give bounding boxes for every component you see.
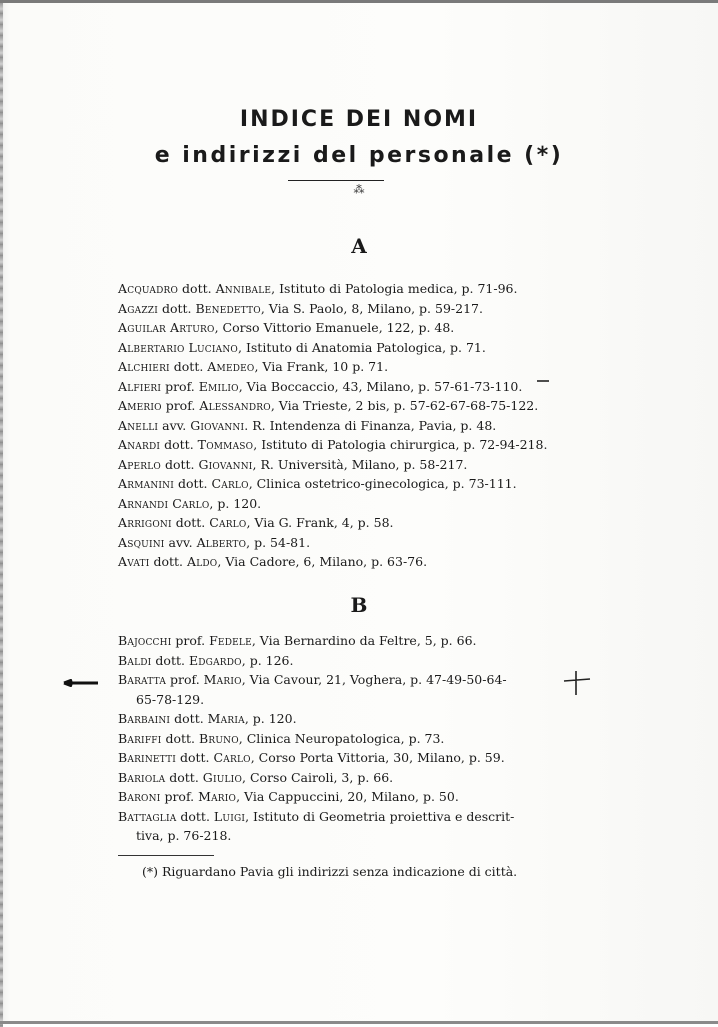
index-entry <box>118 709 558 729</box>
entry-title: dott. <box>176 750 214 765</box>
entry-surname: Battaglia <box>118 808 177 824</box>
entry-given-name: Mario <box>203 672 242 687</box>
entry-given-name: Emilio <box>198 378 239 394</box>
entry-continuation: tiva, p. 76-218. <box>136 828 232 843</box>
section-letter-b: B <box>350 593 368 617</box>
entry-surname: Amerio <box>118 398 162 413</box>
entry-continuation: 65-78-129. <box>136 691 205 707</box>
entry-title: dott. <box>149 554 187 569</box>
entry-title: dott. <box>165 769 203 785</box>
index-entry <box>118 533 558 553</box>
entry-title: prof. <box>166 672 204 687</box>
entry-details: , R. Università, Milano, p. 58-217. <box>252 456 468 472</box>
entry-given-name: Luigi <box>213 808 246 824</box>
entry-details: , Via G. Frank, 4, p. 58. <box>246 515 394 530</box>
page-title: INDICE DEI NOMI <box>239 107 479 132</box>
entry-title: dott. <box>157 300 196 316</box>
handwritten-cross-mark <box>562 669 592 697</box>
index-entry <box>118 299 558 319</box>
entry-given-name: Alessandro <box>199 398 271 413</box>
handwritten-dash-mark <box>536 379 550 383</box>
entry-surname: Baldi <box>118 652 152 668</box>
index-entry <box>118 357 558 377</box>
index-entry <box>118 552 558 572</box>
entry-surname: Barinetti <box>118 750 176 765</box>
entry-details: , Via Frank, 10 p. 71. <box>254 359 389 374</box>
entry-details: , Via S. Paolo, 8, Milano, p. 59-217. <box>260 300 483 316</box>
entry-surname: Acquadro <box>118 281 179 296</box>
entry-details: , Via Boccaccio, 43, Milano, p. 57-61-73-110. <box>238 378 523 394</box>
entry-surname: Avati <box>118 554 150 569</box>
entry-details: , Corso Cairoli, 3, p. 66. <box>242 769 394 785</box>
entry-title: dott. <box>169 359 208 374</box>
entry-surname: Arnandi <box>118 495 169 511</box>
entry-surname: Anelli <box>118 417 159 433</box>
index-entry <box>118 377 558 397</box>
index-entry <box>118 513 558 533</box>
entry-given-name: Maria <box>207 711 245 726</box>
index-entry <box>118 807 558 846</box>
entry-given-name: Giovanni <box>190 417 245 433</box>
entry-surname: Alchieri <box>118 359 170 374</box>
section-letter-a: A <box>351 234 367 258</box>
index-entry <box>118 787 558 807</box>
entry-title: dott. <box>176 808 214 824</box>
entry-surname: Baroni <box>118 789 161 804</box>
entry-surname: Aperlo <box>118 456 161 472</box>
entry-surname: Armanini <box>118 476 174 491</box>
entry-surname: Arrigoni <box>118 515 172 530</box>
entry-title: prof. <box>160 789 199 804</box>
index-entry <box>118 494 558 514</box>
entry-given-name: Giulio <box>202 769 243 785</box>
entry-title: dott. <box>151 652 189 668</box>
entry-details: , Via Cadore, 6, Milano, p. 63-76. <box>217 554 428 569</box>
index-entry <box>118 455 558 475</box>
entry-title: dott. <box>161 730 199 746</box>
entry-title: dott. <box>178 281 216 296</box>
index-entry <box>118 396 558 416</box>
index-entry <box>118 651 558 671</box>
entry-title: prof. <box>161 378 199 394</box>
entry-given-name: Annibale <box>215 281 272 296</box>
footnote-divider <box>118 855 214 856</box>
entry-title: dott. <box>171 515 210 530</box>
entry-title: dott. <box>160 456 199 472</box>
entry-given-name: Mario <box>198 789 237 804</box>
entry-given-name: Edgardo <box>188 652 242 668</box>
entry-details: , p. 120. <box>244 711 297 726</box>
entry-surname: Barbaini <box>118 711 171 726</box>
entry-details: , Via Cappuccini, 20, Milano, p. 50. <box>236 789 459 804</box>
entry-given-name: Carlo <box>213 750 251 765</box>
entry-surname: Bariffi <box>118 730 162 746</box>
entries-list-a <box>118 279 558 572</box>
index-entry <box>118 318 558 338</box>
entry-surname: Alfieri <box>118 378 162 394</box>
index-entry <box>118 631 558 651</box>
entry-surname: Baratta <box>118 672 167 687</box>
entry-surname: Anardi <box>118 437 161 452</box>
entry-given-name: Giovanni <box>198 456 253 472</box>
entry-given-name: Arturo <box>170 320 215 335</box>
entry-details: , Istituto di Patologia medica, p. 71-96. <box>271 281 518 296</box>
entry-surname: Bariola <box>118 769 166 785</box>
entry-details: , Istituto di Patologia chirurgica, p. 72-94-218. <box>253 437 548 452</box>
entry-details: , Istituto di Geometria proiettiva e descrit- <box>245 808 515 824</box>
entry-surname: Albertario <box>118 339 185 355</box>
ornament: ⁂ <box>353 183 365 196</box>
entry-details: , p. 126. <box>241 652 294 668</box>
handwritten-arrow-mark <box>62 679 102 687</box>
entry-given-name: Benedetto <box>195 300 261 316</box>
entries-list-b <box>118 631 558 846</box>
entry-details: , Via Trieste, 2 bis, p. 57-62-67-68-75-122. <box>270 398 539 413</box>
entry-surname: Asquini <box>118 534 165 550</box>
entry-surname: Agazzi <box>118 300 158 316</box>
entry-title: prof. <box>161 398 200 413</box>
index-entry <box>118 729 558 749</box>
entry-given-name: Tommaso <box>197 437 254 452</box>
index-entry <box>118 768 558 788</box>
index-entry <box>118 748 558 768</box>
entry-title: dott. <box>173 476 212 491</box>
entry-details: , p. 54-81. <box>246 534 311 550</box>
entry-details: , Corso Porta Vittoria, 30, Milano, p. 59. <box>250 750 505 765</box>
entry-given-name: Carlo <box>172 495 210 511</box>
index-entry <box>118 435 558 455</box>
entry-details: , Corso Vittorio Emanuele, 122, p. 48. <box>214 320 455 335</box>
entry-given-name: Carlo <box>211 476 249 491</box>
index-entry <box>118 416 558 436</box>
entry-title: avv. <box>164 534 197 550</box>
entry-title: prof. <box>171 633 210 648</box>
entry-details: , Clinica Neuropatologica, p. 73. <box>238 730 445 746</box>
entry-surname: Bajocchi <box>118 633 172 648</box>
entry-given-name: Bruno <box>198 730 239 746</box>
entry-details: , Via Bernardino da Feltre, 5, p. 66. <box>251 633 477 648</box>
entry-details: , Via Cavour, 21, Voghera, p. 47-49-50-64- <box>241 672 507 687</box>
entry-given-name: Aldo <box>186 554 218 569</box>
title-divider <box>288 180 384 181</box>
entry-title: dott. <box>170 711 208 726</box>
entry-details: , Istituto di Anatomia Patologica, p. 71. <box>238 339 486 355</box>
entry-given-name: Luciano <box>188 339 238 355</box>
entry-given-name: Alberto <box>196 534 247 550</box>
entry-given-name: Amedeo <box>207 359 255 374</box>
index-entry <box>118 279 558 299</box>
page-subtitle: e indirizzi del personale (*) <box>154 143 564 168</box>
entry-details: , p. 120. <box>209 495 262 511</box>
footnote: (*) Riguardano Pavia gli indirizzi senza indicazione di città. <box>142 864 518 879</box>
entry-details: , Clinica ostetrico-ginecologica, p. 73-111. <box>248 476 517 491</box>
index-entry <box>118 474 558 494</box>
entry-given-name: Fedele <box>209 633 252 648</box>
entry-surname: Aguilar <box>118 320 167 335</box>
entry-title: avv. <box>158 417 191 433</box>
entry-given-name: Carlo <box>209 515 247 530</box>
entry-details: . R. Intendenza di Finanza, Pavia, p. 48. <box>244 417 497 433</box>
entry-title: dott. <box>160 437 198 452</box>
index-entry <box>118 670 558 709</box>
index-entry <box>118 338 558 358</box>
